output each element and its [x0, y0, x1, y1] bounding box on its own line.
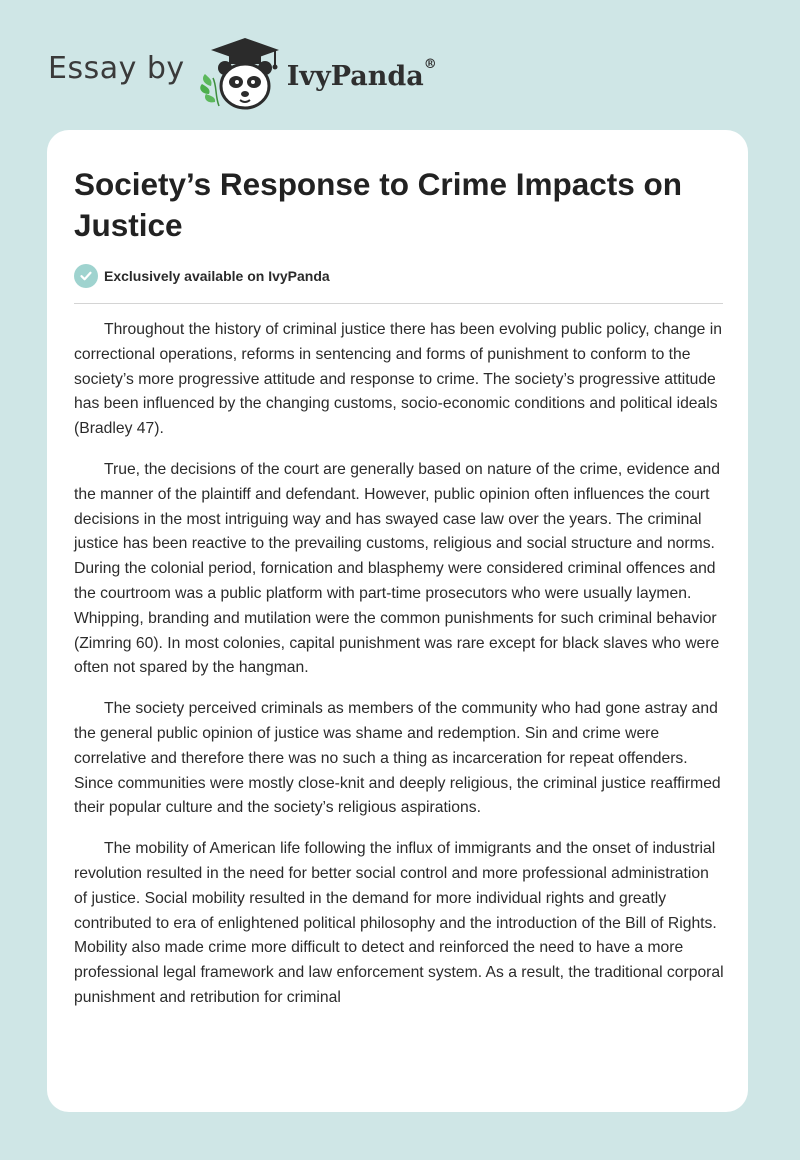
- ivy-leaf-icon: [200, 74, 219, 106]
- divider: [74, 303, 723, 304]
- essay-card: [47, 130, 748, 1112]
- exclusive-badge-label: Exclusively available on IvyPanda: [104, 268, 330, 284]
- brand-name[interactable]: [286, 56, 437, 92]
- essay-by-label: Essay by: [48, 50, 185, 86]
- site-header: [48, 34, 437, 114]
- essay-body: [74, 318, 726, 1027]
- registered-mark: ®: [423, 56, 437, 72]
- panda-graduate-icon: [199, 34, 285, 114]
- exclusive-badge: [74, 264, 330, 288]
- paragraph: Throughout the history of criminal justice there has been evolving public policy, change in correctional operations, reforms in sentencing and forms of punishment to conform to the society’s more progressive attitude and response to crime. The society’s progressive attitude has been influenced by the changing customs, socio-economic conditions and political ideals (Bradley 47).: [74, 321, 722, 438]
- paragraph: The society perceived criminals as members of the community who had gone astray and the general public opinion of justice was shame and redemption. Sin and crime were correlative and therefore there was no such a thing as incarceration for repeat offenders. Since communities were mostly close-knit and deeply religious, the criminal justice reaffirmed their popular culture and the society’s religious aspirations.: [74, 700, 721, 817]
- brand-text: IvyPanda: [286, 60, 424, 92]
- check-circle-icon: [74, 264, 98, 288]
- essay-title: Society’s Response to Crime Impacts on Justice: [74, 166, 683, 243]
- paragraph: The mobility of American life following the influx of immigrants and the onset of industrial revolution resulted in the need for better social control and more professional administration of justice. Social mobility resulted in the demand for more individual rights and greatly contributed to era of enlightened political philosophy and the introduction of the Bill of Rights. Mobility also made crime more difficult to detect and reinforced the need to have a more professional legal framework and law enforcement system. As a result, the traditional corporal punishment and retribution for criminal: [74, 840, 724, 1006]
- paragraph: True, the decisions of the court are generally based on nature of the crime, evidence and the manner of the plaintiff and defendant. However, public opinion often influences the court decisions in the most intriguing way and has swayed case law over the years. The criminal justice has been reactive to the prevailing customs, religious and social structure and norms. During the colonial period, fornication and blasphemy were considered criminal offences and the courtroom was a public platform with part-time prosecutors who were usually laymen. Whipping, branding and mutilation were the common punishments for such criminal behavior (Zimring 60). In most colonies, capital punishment was rare except for black slaves who were often not spared by the hangman.: [74, 460, 720, 677]
- ivypanda-logo-icon[interactable]: [199, 34, 285, 114]
